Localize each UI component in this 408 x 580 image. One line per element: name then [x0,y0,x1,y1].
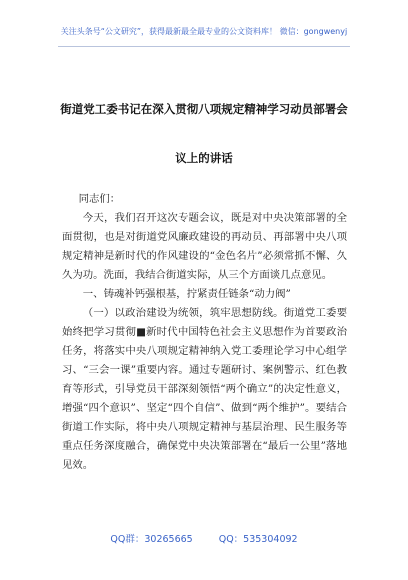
document-title-line-2: 议上的讲话 [175,151,233,165]
document-body [62,190,347,475]
footer-qq-group: QQ群：30265665 [110,534,193,545]
intro-paragraph: 今天，我们召开这次专题会议，既是对中央决策部署的全面贯彻，也是对街道党风廉政建设的再动员、再部署中央八项规定精神是新时代的作风建设的“金色名片”必须常抓不懈、久久为功。洗面，我结合街道实际，从三个方面谈几点意见。 [62,212,347,281]
section-heading-1: 一、铸魂补钙强根基，拧紧责任链条“动力阀” [82,288,291,300]
document-title-line-1: 街道党工委书记在深入贯彻八项规定精神学习动员部署会 [60,102,348,116]
footer-qq-number: QQ：535304092 [218,534,298,545]
header-promo-text: 关注头条号“公文研究”，获得最新最全最专业的公文资料库！ 微信：gongwenyj [60,27,348,36]
salutation-paragraph: 同志们： [78,193,121,205]
header-divider [58,46,350,47]
footer-contact [0,531,408,545]
subsection-paragraph-1: （一）以政治建设为统领，筑牢思想防线。街道党工委要始终把学习贯彻■新时代中国特色社会主义思想作为首要政治任务，将落实中央八项规定精神纳入党工委理论学习中心组学习、“三会一课”重要内容。通过专题研讨、案例警示、红色教育等形式，引导党员干部深刻领悟“两个确立”的决定性意义，增强“四个意识”、坚定“四个自信”、做到“两个维护”。要结合街道工作实际，将中央八项规定精神与基层治理、民生服务等重点任务深度融合，确保党中央决策部署在“最后一公里”落地见效。 [62,307,347,471]
